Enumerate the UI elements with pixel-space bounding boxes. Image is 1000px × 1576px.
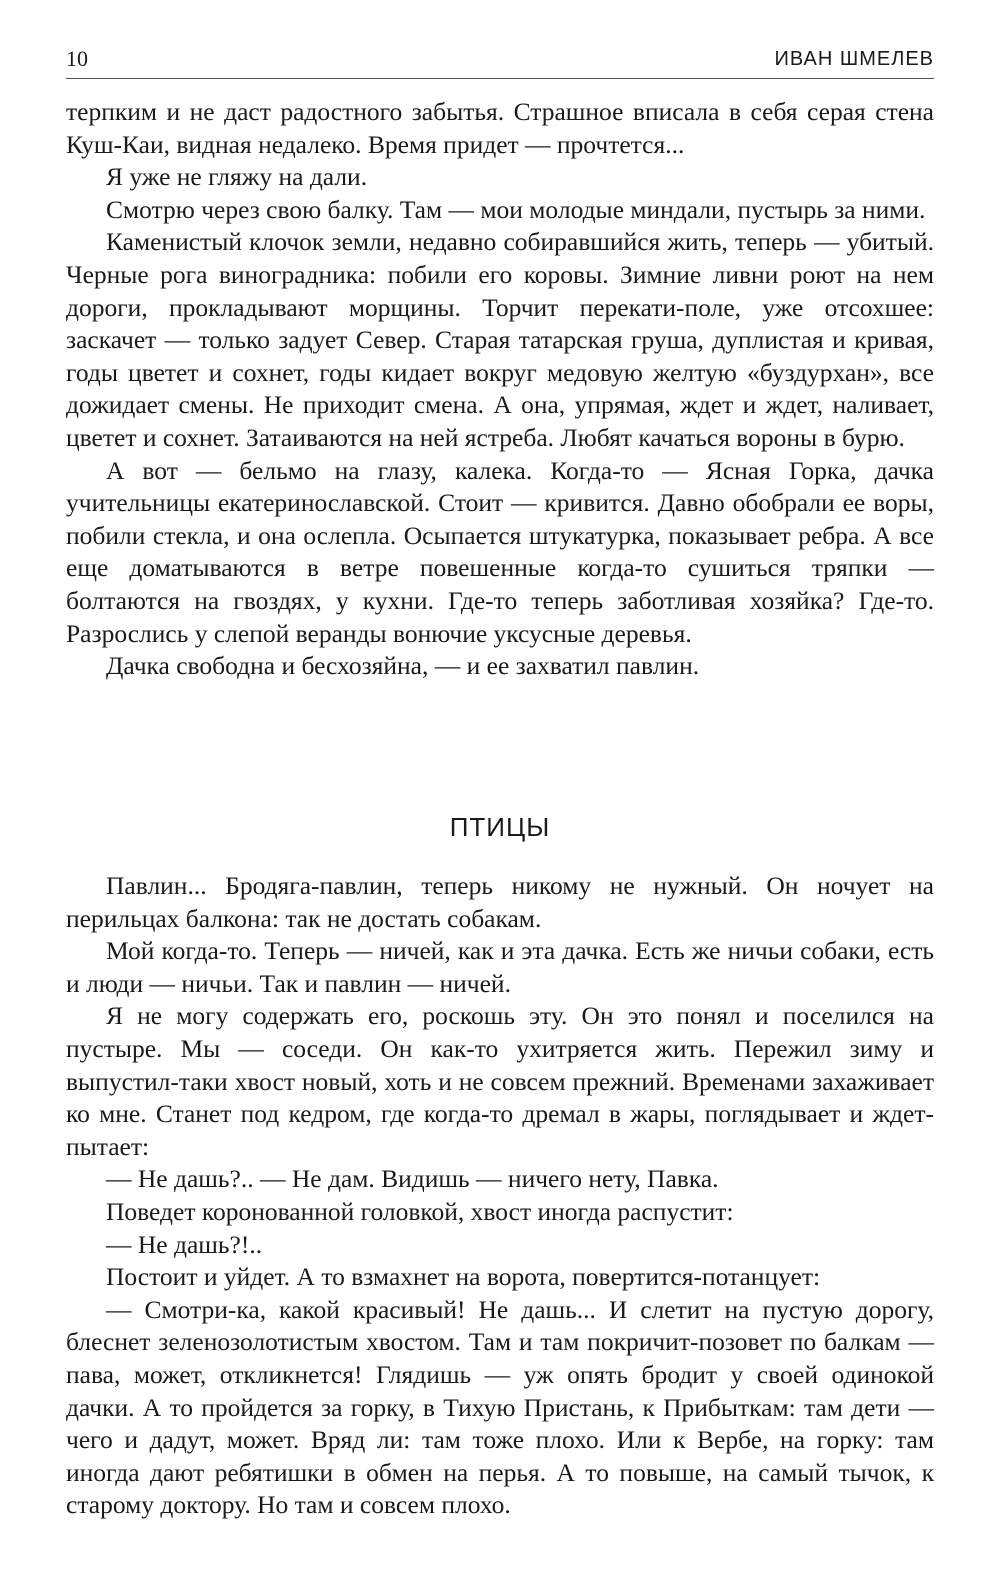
paragraph: терпким и не даст радостного забытья. Страшное вписала в себя серая стена Куш-Каи, видная недалеко. Время придет — прочтется... — [66, 97, 934, 159]
paragraph: — Смотри-ка, какой красивый! Не дашь... И слетит на пустую дорогу, блеснет зеленозолотистым хвостом. Там и там покричит-позовет по балкам — пава, может, откликнется! Глядишь — уж опять бродит у своей одинокой дачки. А то пройдется за горку, в Тихую Пристань, к Прибыткам: там дети — чего и дадут, может. Вряд ли: там тоже плохо. Или к Вербе, на горку: там иногда дают ребятишки в обмен на перья. А то повыше, на самый тычок, к старому доктору. Но там и совсем плохо. — [66, 1294, 934, 1520]
page-header — [66, 44, 934, 79]
section-title: ПТИЦЫ — [449, 812, 551, 842]
paragraph: — Не дашь?!.. — [106, 1229, 263, 1259]
paragraph: Постоит и уйдет. А то взмахнет на ворота, повертится-потанцует: — [106, 1262, 821, 1292]
paragraph: Павлин... Бродяга-павлин, теперь никому не нужный. Он ночует на перильцах балкона: так не достать собакам. — [66, 871, 934, 933]
paragraph: Каменистый клочок земли, недавно собиравшийся жить, теперь — убитый. Черные рога виноградника: побили его коровы. Зимние ливни роют на нем дороги, прокладывают морщины. Торчит перекати-поле, уже отсохшее: заскачет — только задует Север. Старая татарская груша, дуплистая и кривая, годы цветет и сохнет, годы кидает вокруг медовую желтую «буздурхан», все дожидает смены. Не приходит смена. А она, упрямая, ждет и ждет, наливает, цветет и сохнет. Затаиваются на ней ястреба. Любят качаться вороны в бурю. — [66, 227, 934, 452]
text-block-part1 — [66, 96, 934, 683]
paragraph: А вот — бельмо на глазу, калека. Когда-то — Ясная Горка, дачка учительницы екатеринославской. Стоит — кривится. Давно обобрали ее воры, побили стекла, и она ослепла. Осыпается штукатурка, показывает ребра. А все еще доматываются в ветре повешенные когда-то сушиться тряпки — болтаются на гвоздях, у кухни. Где-то теперь заботливая хозяйка? Где-то. Разрослись у слепой веранды вонючие уксусные деревья. — [66, 455, 934, 648]
running-head-author: ИВАН ШМЕЛЕВ — [774, 48, 934, 70]
paragraph: — Не дашь?.. — Не дам. Видишь — ничего нету, Павка. — [106, 1164, 719, 1194]
paragraph: Я не могу содержать его, роскошь эту. Он это понял и поселился на пустыре. Мы — соседи. Он как-то ухитряется жить. Пережил зиму и выпустил-таки хвост новый, хоть и не совсем прежний. Временами захаживает ко мне. Станет под кедром, где когда-то дремал в жары, поглядывает и ждет-пытает: — [66, 1001, 934, 1161]
text-block-part2 — [66, 870, 934, 1522]
paragraph: Дачка свободна и бесхозяйна, — и ее захватил павлин. — [106, 651, 700, 681]
paragraph: Мой когда-то. Теперь — ничей, как и эта дачка. Есть же ничьи собаки, есть и люди — ничьи. Так и павлин — ничей. — [66, 936, 934, 998]
paragraph: Смотрю через свою балку. Там — мои молодые миндали, пустырь за ними. — [106, 194, 926, 224]
paragraph: Поведет коронованной головкой, хвост иногда распустит: — [106, 1196, 734, 1226]
page-number: 10 — [66, 46, 88, 71]
paragraph: Я уже не гляжу на дали. — [106, 162, 368, 192]
